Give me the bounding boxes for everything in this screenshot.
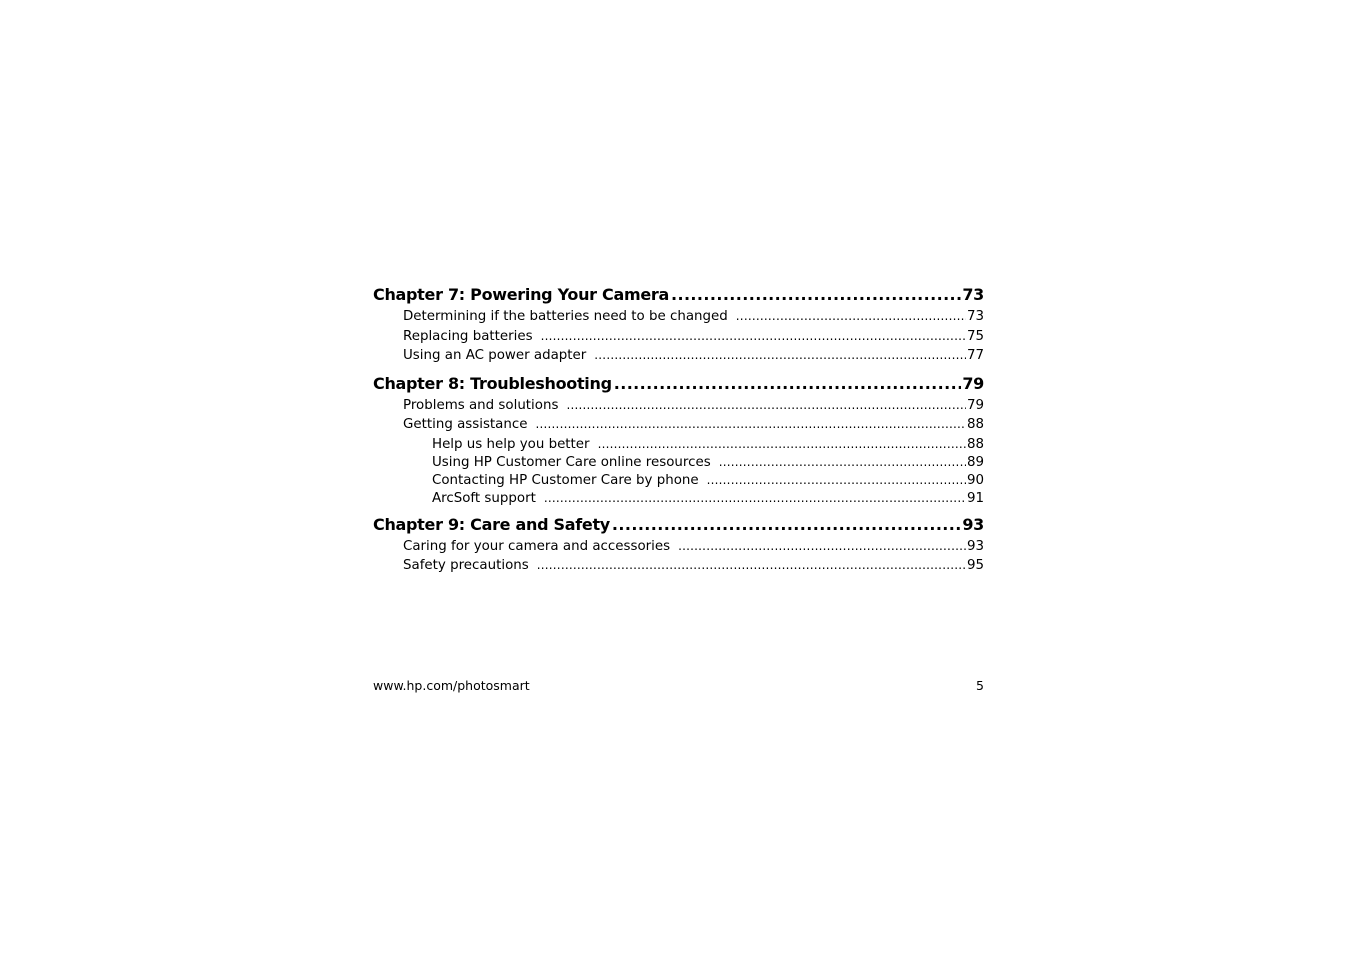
toc-subentry[interactable] bbox=[373, 489, 984, 507]
toc-subentry[interactable] bbox=[373, 471, 984, 489]
entry-title: Caring for your camera and accessories bbox=[403, 538, 671, 554]
dot-leader bbox=[594, 346, 966, 366]
toc-subentry[interactable] bbox=[373, 435, 984, 453]
page-number: 95 bbox=[966, 558, 984, 573]
toc-chapter-9[interactable] bbox=[373, 513, 984, 537]
dot-leader bbox=[678, 537, 966, 557]
page-number: 93 bbox=[966, 538, 984, 554]
dot-leader bbox=[707, 471, 966, 489]
entry-title: Replacing batteries bbox=[403, 328, 533, 344]
toc-subentry[interactable] bbox=[373, 453, 984, 471]
toc-entry[interactable] bbox=[373, 346, 984, 366]
toc-entry[interactable] bbox=[373, 556, 984, 576]
page-number: 79 bbox=[962, 373, 984, 393]
entry-title: Getting assistance bbox=[403, 417, 528, 432]
entry-title: Safety precautions bbox=[403, 558, 529, 573]
dot-leader bbox=[537, 556, 966, 576]
page-number: 88 bbox=[966, 436, 984, 452]
page-number: 93 bbox=[962, 514, 984, 534]
entry-title: Using an AC power adapter bbox=[403, 348, 587, 363]
table-of-contents bbox=[373, 283, 984, 576]
toc-chapter-8[interactable] bbox=[373, 372, 984, 396]
page-number: 79 bbox=[966, 397, 984, 413]
dot-leader bbox=[535, 415, 965, 435]
entry-title: Using HP Customer Care online resources bbox=[432, 454, 711, 470]
toc-entry[interactable] bbox=[373, 396, 984, 416]
page-number: 75 bbox=[966, 328, 984, 344]
dot-leader bbox=[614, 372, 962, 396]
toc-entry[interactable] bbox=[373, 415, 984, 435]
chapter-title: Chapter 8: Troubleshooting bbox=[373, 373, 612, 393]
page-number: 77 bbox=[966, 348, 984, 363]
chapter-title: Chapter 9: Care and Safety bbox=[373, 514, 610, 534]
dot-leader bbox=[736, 307, 966, 327]
entry-title: ArcSoft support bbox=[432, 490, 536, 506]
dot-leader bbox=[541, 327, 966, 347]
page-number: 89 bbox=[966, 454, 984, 470]
toc-entry[interactable] bbox=[373, 537, 984, 557]
page-number: 91 bbox=[966, 490, 984, 506]
footer-page-number: 5 bbox=[976, 678, 984, 693]
dot-leader bbox=[719, 453, 966, 471]
footer-url: www.hp.com/photosmart bbox=[373, 678, 530, 693]
entry-title: Problems and solutions bbox=[403, 397, 559, 413]
dot-leader bbox=[598, 435, 966, 453]
entry-title: Determining if the batteries need to be changed bbox=[403, 309, 728, 324]
toc-entry[interactable] bbox=[373, 307, 984, 327]
page-number: 73 bbox=[962, 285, 984, 304]
dot-leader bbox=[612, 513, 961, 537]
page-number: 73 bbox=[966, 309, 984, 324]
entry-title: Help us help you better bbox=[432, 436, 590, 452]
toc-chapter-7[interactable] bbox=[373, 283, 984, 307]
entry-title: Contacting HP Customer Care by phone bbox=[432, 472, 699, 488]
dot-leader bbox=[566, 396, 966, 416]
toc-entry[interactable] bbox=[373, 327, 984, 347]
dot-leader bbox=[544, 489, 966, 507]
page-number: 90 bbox=[966, 472, 984, 488]
chapter-title: Chapter 7: Powering Your Camera bbox=[373, 285, 669, 304]
page-number: 88 bbox=[966, 417, 984, 432]
dot-leader bbox=[671, 283, 961, 307]
